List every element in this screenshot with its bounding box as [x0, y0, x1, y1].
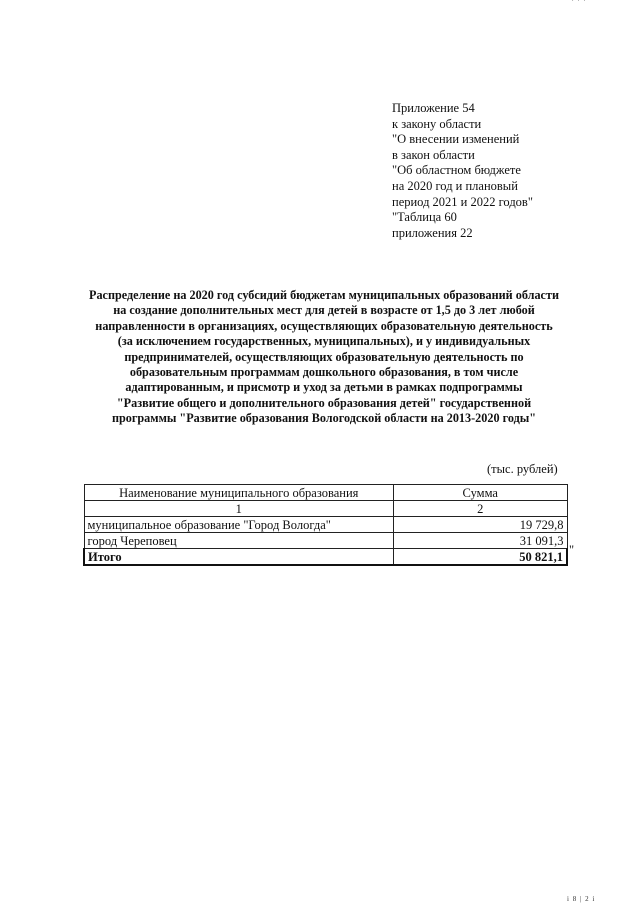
appendix-line: приложения 22	[392, 225, 473, 240]
title-line: "Развитие общего и дополнительного образования детей" государственной	[116, 395, 532, 410]
column-number: 1	[84, 501, 394, 517]
title-line: программы "Развитие образования Вологодской области на 2013-2020 годы"	[111, 411, 537, 426]
document-title	[70, 288, 578, 427]
title-line: адаптированным, и присмотр и уход за детьми в рамках подпрограммы	[125, 380, 523, 395]
column-number: 2	[394, 501, 568, 517]
table-row	[84, 517, 567, 533]
total-amount: 50 821,1	[394, 549, 568, 566]
column-number-row	[84, 501, 567, 517]
closing-quote: "	[569, 543, 575, 557]
appendix-line: на 2020 год и плановый	[392, 178, 518, 193]
units-label: (тыс. рублей)	[487, 462, 558, 476]
page-number: i 8 | 2 i	[567, 895, 596, 903]
title-line: (за исключением государственных, муниципальных), и у индивидуальных	[117, 334, 531, 349]
appendix-line: "Таблица 60	[392, 210, 457, 225]
appendix-line: "О внесении изменений	[392, 132, 520, 147]
municipality-name: муниципальное образование "Город Вологда"	[84, 517, 394, 533]
appendix-line: "Об областном бюджете	[392, 163, 521, 178]
title-line: направленности в организациях, осуществляющих образовательную деятельность	[95, 318, 553, 333]
municipality-name: город Череповец	[84, 533, 394, 549]
subsidy-table	[83, 484, 568, 566]
appendix-line: Приложение 54	[392, 101, 475, 115]
total-label: Итого	[84, 549, 394, 566]
table-row	[84, 533, 567, 549]
title-line: на создание дополнительных мест для детей в возрасте от 1,5 до 3 лет любой	[113, 303, 535, 318]
amount-cell: 19 729,8	[394, 517, 568, 533]
appendix-line: в закон области	[392, 147, 475, 162]
appendix-header	[392, 101, 533, 241]
title-line: образовательным программам дошкольного образования, в том числе	[129, 365, 519, 380]
total-row	[84, 549, 567, 566]
header-name: Наименование муниципального образования	[84, 485, 394, 501]
appendix-line: период 2021 и 2022 годов"	[392, 194, 533, 209]
title-line: предпринимателей, осуществляющих образовательную деятельность по	[124, 349, 524, 364]
page-marker-top: ' ' '	[572, 0, 587, 7]
amount-cell: 31 091,3	[394, 533, 568, 549]
table-header-row	[84, 485, 567, 501]
appendix-line: к закону области	[392, 116, 482, 131]
title-line: Распределение на 2020 год субсидий бюджетам муниципальных образований области	[89, 288, 559, 302]
header-amount: Сумма	[394, 485, 568, 501]
